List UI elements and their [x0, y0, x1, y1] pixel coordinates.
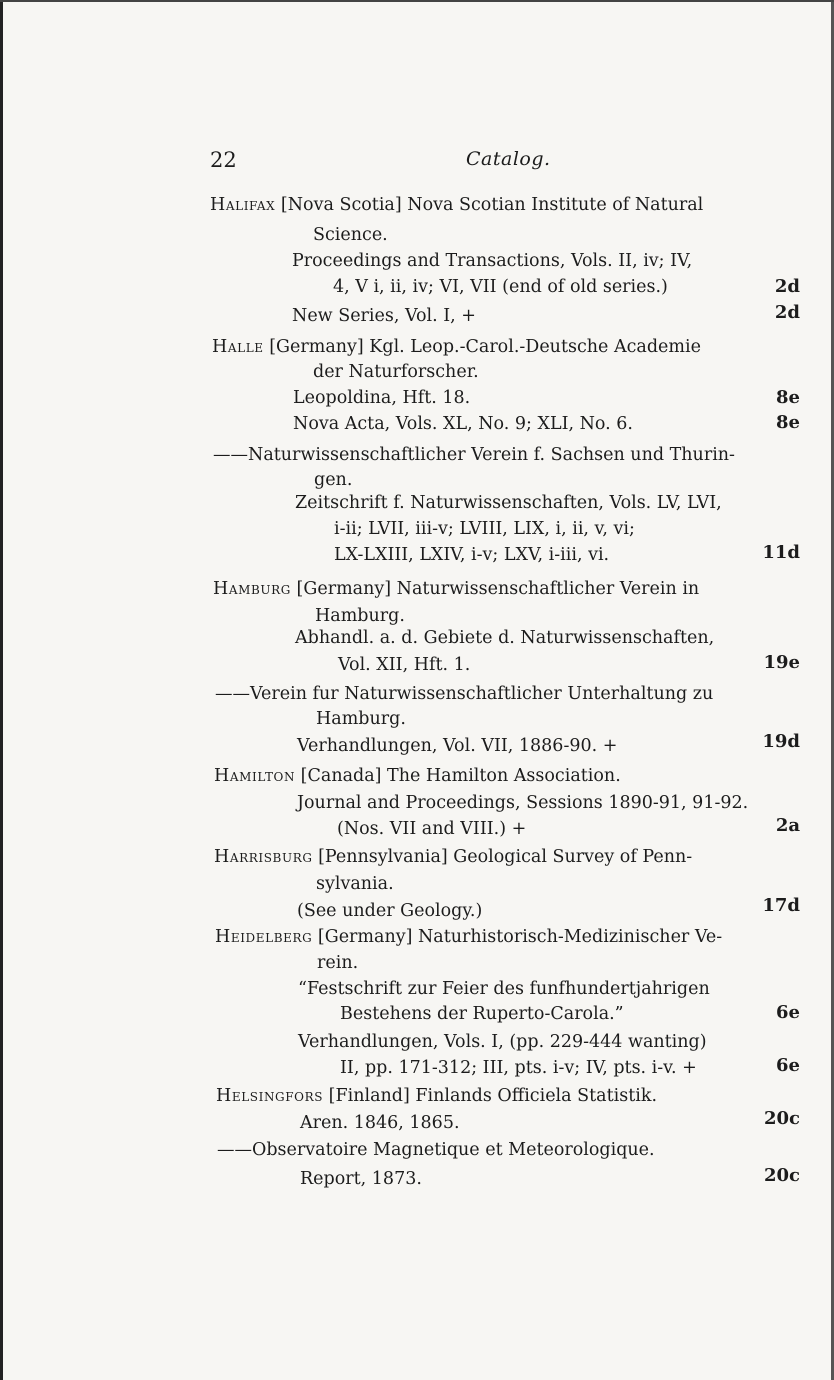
shelf-reference: 6e: [776, 1055, 800, 1076]
holding-item: Vol. XII, Hft. 1.: [338, 655, 471, 675]
entry-text: [Germany] Naturhistorisch-Medizinischer Ve-: [317, 927, 723, 947]
shelf-reference: 20c: [763, 1108, 800, 1129]
entry-text: [Germany] Kgl. Leop.-Carol.-Deutsche Academie: [269, 337, 701, 357]
shelf-reference: 19e: [763, 652, 800, 673]
entry-text: Science.: [313, 225, 388, 245]
holding-item: New Series, Vol. I, +: [292, 306, 476, 326]
shelf-reference: 11d: [762, 542, 800, 563]
holding-item: Leopoldina, Hft. 18.: [293, 388, 471, 408]
holding-item: i-ii; LVII, iii-v; LVIII, LIX, i, ii, v, vi;: [334, 519, 635, 539]
entry-halle-heading: [212, 334, 701, 360]
entry-text: [Nova Scotia] Nova Scotian Institute of Natural: [280, 195, 704, 215]
place-name: Hamburg: [213, 579, 291, 599]
sub-entry-heading: ——Verein fur Naturwissenschaftlicher Unterhaltung zu: [215, 684, 714, 704]
place-name: Helsingfors: [216, 1086, 324, 1106]
entry-heidelberg-heading: [215, 924, 722, 950]
holding-item: Verhandlungen, Vols. I, (pp. 229-444 wanting): [298, 1032, 707, 1052]
place-name: Halle: [212, 337, 264, 357]
shelf-reference: 2d: [774, 276, 800, 297]
place-name: Halifax: [210, 195, 276, 215]
sub-entry-heading: ——Observatoire Magnetique et Meteorologique.: [217, 1140, 655, 1160]
holding-item: Report, 1873.: [300, 1169, 422, 1189]
holding-item: Journal and Proceedings, Sessions 1890-91, 91-92.: [297, 793, 749, 813]
holding-item: Aren. 1846, 1865.: [300, 1113, 460, 1133]
entry-text: [Canada] The Hamilton Association.: [300, 766, 621, 786]
holding-item: Verhandlungen, Vol. VII, 1886-90. +: [297, 736, 618, 756]
entry-text: der Naturforscher.: [313, 362, 479, 382]
holding-item: (See under Geology.): [297, 901, 483, 921]
place-name: Hamilton: [214, 766, 296, 786]
entry-text: sylvania.: [316, 874, 394, 894]
holding-item: Bestehens der Ruperto-Carola.”: [340, 1004, 624, 1024]
entry-text: [Germany] Naturwissenschaftlicher Verein in: [296, 579, 700, 599]
holding-item: LX-LXIII, LXIV, i-v; LXV, i-iii, vi.: [334, 545, 610, 565]
holding-item: Nova Acta, Vols. XL, No. 9; XLI, No. 6.: [293, 414, 633, 434]
page-number: 22: [210, 148, 237, 172]
entry-text: Hamburg.: [316, 709, 406, 729]
entry-hamilton-heading: [214, 763, 621, 789]
holding-item: II, pp. 171-312; III, pts. i-v; IV, pts. i-v. +: [340, 1058, 697, 1078]
sub-entry-heading: ——Naturwissenschaftlicher Verein f. Sachsen und Thurin-: [213, 445, 735, 465]
holding-item: (Nos. VII and VIII.) +: [337, 819, 527, 839]
holding-item: 4, V i, ii, iv; VI, VII (end of old series.): [333, 277, 668, 297]
entry-text: [Finland] Finlands Officiela Statistik.: [328, 1086, 658, 1106]
entry-hamburg-heading: [213, 576, 699, 602]
entry-text: Hamburg.: [315, 606, 405, 626]
entry-helsingfors-heading: [216, 1083, 657, 1109]
shelf-reference: 8e: [776, 412, 800, 433]
shelf-reference: 17d: [762, 895, 800, 916]
shelf-reference: 2d: [774, 302, 800, 323]
place-name: Harrisburg: [214, 847, 313, 867]
entry-halifax-heading: [210, 192, 703, 218]
holding-item: Zeitschrift f. Naturwissenschaften, Vols. LV, LVI,: [295, 493, 722, 513]
entry-text: rein.: [317, 953, 359, 973]
entry-text: gen.: [314, 470, 353, 490]
shelf-reference: 20c: [763, 1165, 800, 1186]
shelf-reference: 2a: [775, 815, 800, 836]
holding-item: Abhandl. a. d. Gebiete d. Naturwissenschaften,: [295, 628, 715, 648]
entry-harrisburg-heading: [214, 844, 692, 870]
place-name: Heidelberg: [215, 927, 313, 947]
running-title: Catalog.: [466, 148, 551, 170]
entry-text: [Pennsylvania] Geological Survey of Penn-: [318, 847, 693, 867]
page-header: [0, 148, 834, 178]
shelf-reference: 19d: [762, 731, 800, 752]
shelf-reference: 6e: [776, 1002, 800, 1023]
holding-item: “Festschrift zur Feier des funfhundertjahrigen: [298, 979, 710, 999]
holding-item: Proceedings and Transactions, Vols. II, iv; IV,: [292, 251, 693, 271]
shelf-reference: 8e: [776, 387, 800, 408]
